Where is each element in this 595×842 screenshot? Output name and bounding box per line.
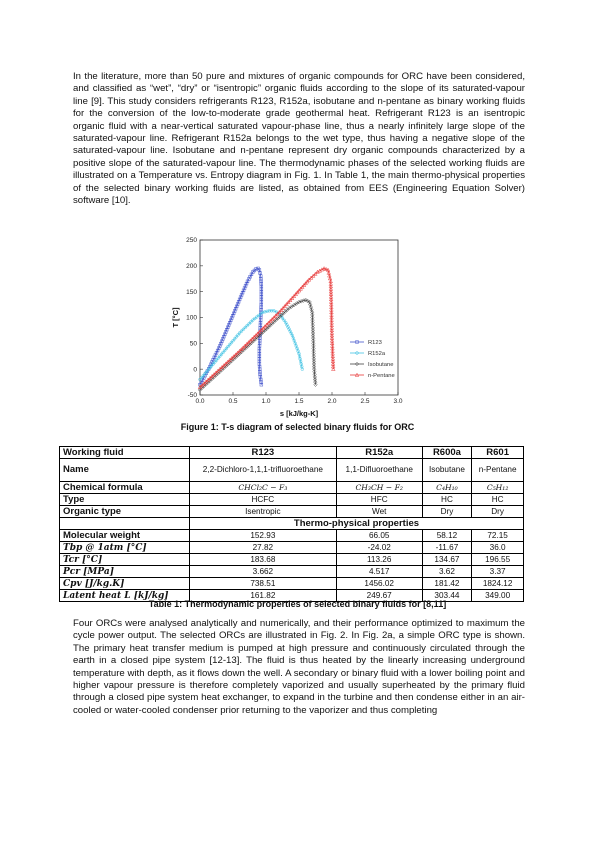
cell-pcr-r601: 3.37 [472, 566, 524, 578]
table-row [60, 578, 524, 590]
row-label-latent-heat: Latent heat L [kJ/kg] [60, 590, 190, 602]
section-spacer [60, 518, 190, 530]
cell-latent-r600a: 303.44 [422, 590, 472, 602]
row-label-tbp: Tbp @ 1atm [°C] [60, 542, 190, 554]
table-row [60, 494, 524, 506]
cell-formula-r600a: C₄H₁₀ [422, 482, 472, 494]
cell-tbp-r152a: -24.02 [336, 542, 422, 554]
row-label-organic-type: Organic type [60, 506, 190, 518]
table-row [60, 530, 524, 542]
header-working-fluid: Working fluid [60, 447, 190, 459]
table-row [60, 542, 524, 554]
cell-type-r600a: HC [422, 494, 472, 506]
y-axis-label: T [°C] [171, 307, 180, 328]
header-r601: R601 [472, 447, 524, 459]
header-r123: R123 [189, 447, 336, 459]
cell-latent-r152a: 249.67 [336, 590, 422, 602]
cell-name-r601: n-Pentane [472, 459, 524, 482]
cell-pcr-r152a: 4.517 [336, 566, 422, 578]
series-isobutane [198, 298, 317, 392]
cell-type-r123: HCFC [189, 494, 336, 506]
x-tick-label: 2.5 [360, 398, 370, 405]
cell-tcr-r601: 196.55 [472, 554, 524, 566]
cell-tbp-r123: 27.82 [189, 542, 336, 554]
x-axis-label: s [kJ/kg-K] [279, 409, 319, 418]
cell-type-r152a: HFC [336, 494, 422, 506]
series-line-r152a [200, 311, 302, 380]
row-label-type: Type [60, 494, 190, 506]
cell-mw-r600a: 58.12 [422, 530, 472, 542]
header-r152a: R152a [336, 447, 422, 459]
x-tick-label: 1.5 [294, 398, 304, 405]
cell-mw-r152a: 66.05 [336, 530, 422, 542]
series-r152a [199, 309, 304, 381]
legend-label-r123: R123 [368, 340, 382, 346]
legend-label-n-pentane: n-Pentane [368, 373, 395, 379]
x-tick-label: 0.5 [228, 398, 238, 405]
row-label-formula: Chemical formula [60, 482, 190, 494]
x-tick-label: 3.0 [393, 398, 403, 405]
table-header-row [60, 447, 524, 459]
cell-cpv-r600a: 181.42 [422, 578, 472, 590]
x-tick-label: 1.0 [261, 398, 271, 405]
row-label-name: Name [60, 459, 190, 482]
cell-cpv-r601: 1824.12 [472, 578, 524, 590]
x-tick-label: 0.0 [195, 398, 205, 405]
cell-name-r123: 2,2-Dichloro-1,1,1-trifluoroethane [189, 459, 336, 482]
y-tick-label: 0 [193, 366, 197, 374]
cell-formula-r601: C₅H₁₂ [472, 482, 524, 494]
table-row [60, 459, 524, 482]
series-line-isobutane [200, 300, 316, 390]
table-caption: Table 1: Thermodynamic properties of selected binary fluids for [8,11] [148, 599, 447, 609]
header-r600a: R600a [422, 447, 472, 459]
cell-cpv-r123: 738.51 [189, 578, 336, 590]
row-label-molecular-weight: Molecular weight [60, 530, 190, 542]
section-thermo-physical: Thermo-physical properties [189, 518, 523, 530]
figure-caption: Figure 1: T-s diagram of selected binary fluids for ORC [180, 422, 415, 432]
y-tick-label: 50 [189, 340, 197, 348]
cell-tcr-r152a: 113.26 [336, 554, 422, 566]
cell-tbp-r600a: -11.67 [422, 542, 472, 554]
cell-tcr-r123: 183.68 [189, 554, 336, 566]
intro-paragraph: In the literature, more than 50 pure and mixtures of organic compounds for ORC have been considered, and classified as “wet”, “dry” or “isentropic” organic fluids according to the slope of its saturated-vapour line [9]. This study considers refrigerants R123, R152a, isobutane and n-pentane as binary working fluids for the conversion of the low-to-moderate grade geothermal heat. Refrigerant R123 is an isentropic organic fluid with a near-vertical saturated vapour-phase line, thus a nearly infinitely large slope of the saturated-vapour line. Refrigerant R152a belongs to the wet type, thus having a negative slope of the saturated-vapour line. Isobutane and n-pentane represent dry organic compounds characterized by a positive slope of the saturated-vapour line. The thermodynamic phases of the selected working fluids are illustrated on a Temperature vs. Entropy diagram in Fig. 1. In Table 1, the main thermo-physical properties of the selected binary working fluids are listed, as obtained from EES (Engineering Equation Solver) software [10]. [73, 71, 525, 207]
cell-type-r601: HC [472, 494, 524, 506]
cell-pcr-r600a: 3.62 [422, 566, 472, 578]
row-label-cpv: Cpv [J/kg.K] [60, 578, 190, 590]
cell-formula-r152a: CH₃CH − F₂ [336, 482, 422, 494]
cell-organic-r601: Dry [472, 506, 524, 518]
cell-organic-r123: Isentropic [189, 506, 336, 518]
cell-mw-r123: 152.93 [189, 530, 336, 542]
legend-label-r152a: R152a [368, 351, 386, 357]
table-row [60, 482, 524, 494]
plot-frame [200, 240, 398, 395]
y-tick-label: 250 [186, 237, 197, 245]
properties-table [59, 446, 524, 602]
orc-description-paragraph: Four ORCs were analysed analytically and numerically, and their performance optimized to maximum the cycle power output. The selected ORCs are illustrated in Fig. 2. In Fig. 2a, a simple ORC type is shown. The primary heat transfer medium is pumped at high pressure and continuously circulated through the earth in a closed pipe system [12-13]. The fluid is thus heated by the linearly increasing underground temperature with depth, as it flows down the well. A secondary or binary fluid with a lower boiling point and higher vapour pressure is therefore completely vaporized and usually superheated by the primary fluid through a closed pipe system heat exchanger, to expand in the turbine and then condense either in an air-cooled or water-cooled condenser prior returning to the vaporizer and thus completing [73, 618, 525, 716]
cell-pcr-r123: 3.662 [189, 566, 336, 578]
table-row [60, 506, 524, 518]
row-label-tcr: Tcr [°C] [60, 554, 190, 566]
table-section-row [60, 518, 524, 530]
cell-tbp-r601: 36.0 [472, 542, 524, 554]
row-label-pcr: Pcr [MPa] [60, 566, 190, 578]
cell-name-r600a: Isobutane [422, 459, 472, 482]
cell-latent-r601: 349.00 [472, 590, 524, 602]
y-tick-label: 200 [186, 263, 197, 271]
cell-latent-r123: 161.82 [189, 590, 336, 602]
cell-cpv-r152a: 1456.02 [336, 578, 422, 590]
y-tick-label: -50 [187, 392, 197, 400]
y-tick-label: 150 [186, 288, 197, 296]
cell-organic-r600a: Dry [422, 506, 472, 518]
legend-label-isobutane: Isobutane [368, 362, 394, 368]
cell-name-r152a: 1,1-Difluoroethane [336, 459, 422, 482]
y-tick-label: 100 [186, 314, 197, 322]
cell-tcr-r600a: 134.67 [422, 554, 472, 566]
table-row [60, 566, 524, 578]
ts-diagram-chart [160, 232, 435, 428]
cell-organic-r152a: Wet [336, 506, 422, 518]
cell-formula-r123: CHCl₂C − F₃ [189, 482, 336, 494]
table-row [60, 554, 524, 566]
x-tick-label: 2.0 [327, 398, 337, 405]
cell-mw-r601: 72.15 [472, 530, 524, 542]
